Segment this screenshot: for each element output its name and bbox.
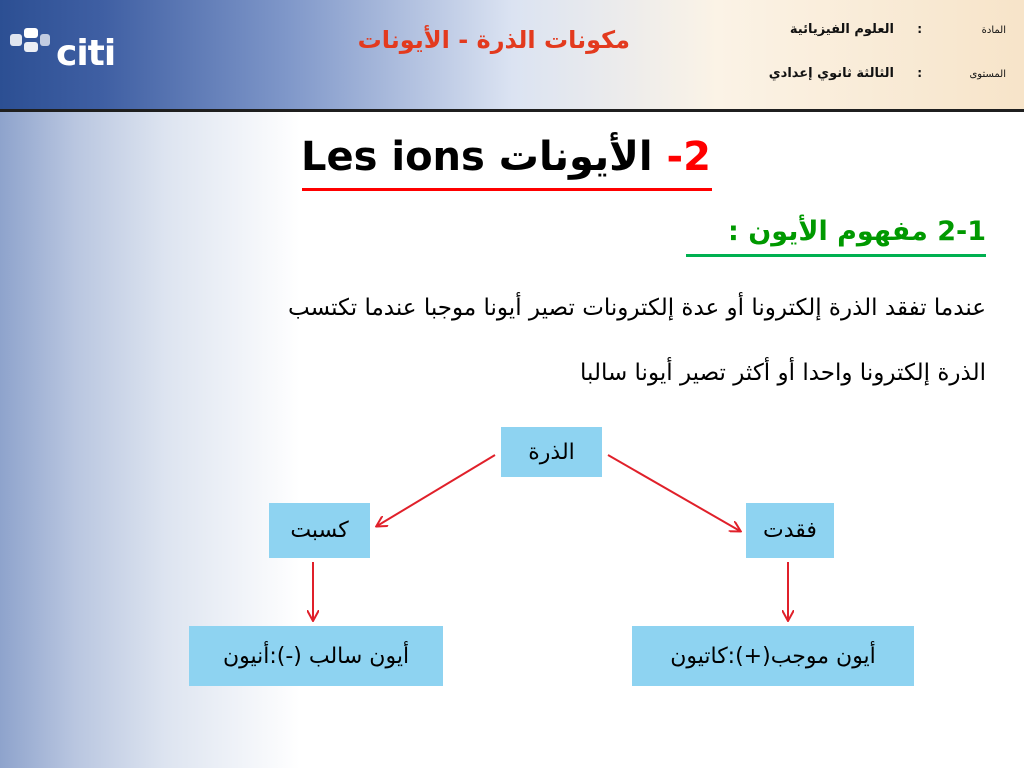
section-french: Les ions — [301, 134, 499, 180]
logo-text: citi — [56, 33, 116, 74]
level-label: المستوى — [969, 69, 1006, 80]
paragraph-line-2: الذرة إلكترونا واحدا أو أكثر تصير أيونا سالبا — [580, 360, 986, 386]
paragraph-line-1: عندما تفقد الذرة إلكترونا أو عدة إلكترونات تصير أيونا موجبا عندما تكتسب — [288, 295, 986, 321]
subsection-heading: 2-1 مفهوم الأيون : — [728, 216, 986, 247]
subject-label: المادة — [981, 25, 1006, 36]
lost-box: فقدت — [746, 503, 834, 558]
section-arabic-text: الأيونات — [498, 134, 667, 180]
level-value: الثالثة ثانوي إعدادي — [768, 66, 894, 81]
page-title: مكونات الذرة - الأيونات — [357, 26, 630, 54]
atom-box: الذرة — [501, 427, 602, 477]
level-separator: : — [917, 66, 922, 80]
subject-value: العلوم الفيزيائية — [789, 22, 894, 37]
arrow-atom-to-lost — [608, 455, 740, 531]
section-number: 2- — [666, 134, 711, 180]
cation-box: أيون موجب(+):كاتيون — [632, 626, 914, 686]
gained-box: كسبت — [269, 503, 370, 558]
subject-separator: : — [917, 22, 922, 36]
anion-box: أيون سالب (-):أنيون — [189, 626, 443, 686]
arrow-atom-to-gained — [377, 455, 495, 526]
